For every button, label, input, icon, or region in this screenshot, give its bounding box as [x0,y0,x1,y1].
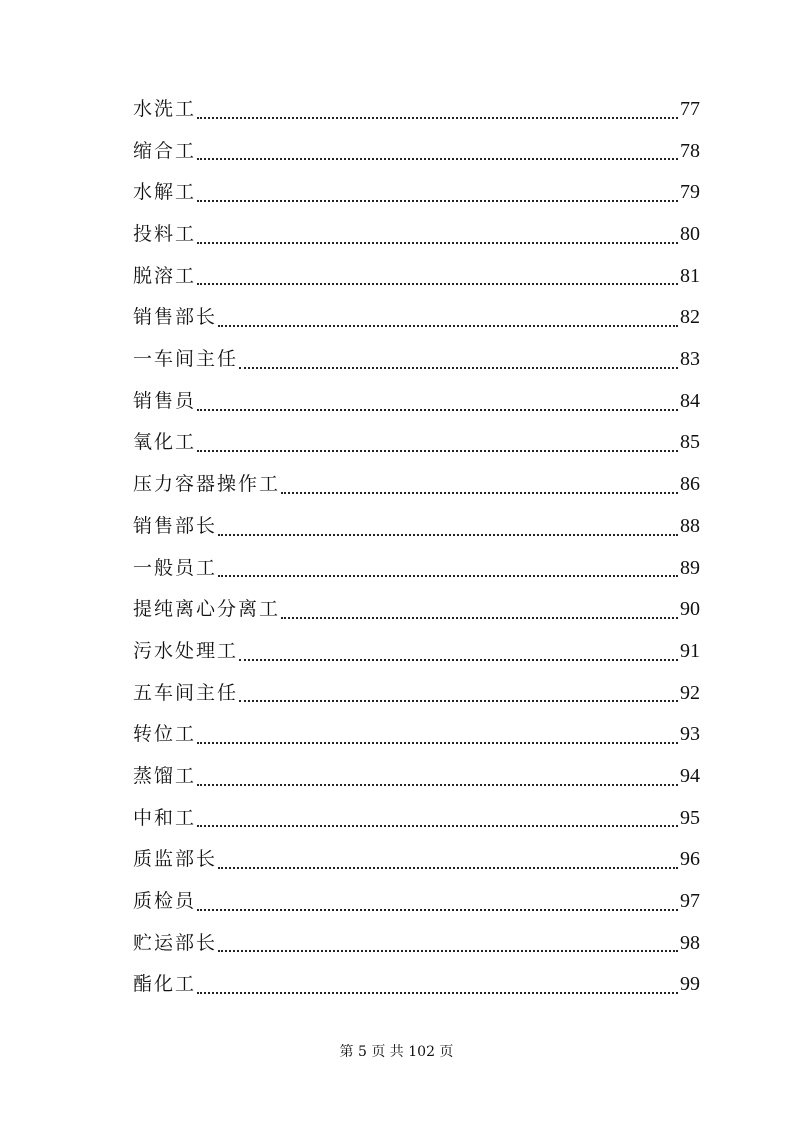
toc-entry[interactable] [133,881,700,923]
toc-entry-title: 销售部长 [133,514,218,537]
toc-entry[interactable] [133,464,700,506]
toc-entry[interactable] [133,297,700,339]
toc-entry-title: 五车间主任 [133,681,239,704]
toc-entry-title: 转位工 [133,723,197,746]
toc-entry-title: 销售员 [133,389,197,412]
toc-entry-title: 提纯离心分离工 [133,598,281,621]
toc-entry[interactable] [133,839,700,881]
toc-entry-title: 酯化工 [133,973,197,996]
dot-leader [239,367,678,369]
toc-entry-page: 79 [680,181,700,204]
dot-leader [281,617,678,619]
dot-leader [218,867,678,869]
toc-entry-title: 投料工 [133,223,197,246]
toc-entry-page: 99 [680,973,700,996]
dot-leader [197,283,678,285]
toc-entry-title: 氧化工 [133,431,197,454]
toc-entry[interactable] [133,381,700,423]
toc-entry-page: 92 [680,681,700,704]
toc-entry-page: 77 [680,97,700,120]
toc-entry-title: 一车间主任 [133,348,239,371]
dot-leader [218,534,678,536]
toc-entry-title: 水洗工 [133,97,197,120]
dot-leader [281,492,678,494]
toc-entry-page: 96 [680,848,700,871]
toc-entry-page: 84 [680,389,700,412]
dot-leader [197,909,678,911]
toc-entry-page: 97 [680,890,700,913]
dot-leader [218,575,678,577]
toc-entry-page: 95 [680,806,700,829]
dot-leader [197,242,678,244]
dot-leader [197,825,678,827]
toc-entry-title: 一般员工 [133,556,218,579]
toc-entry-page: 85 [680,431,700,454]
toc-entry-page: 90 [680,598,700,621]
toc-entry-title: 中和工 [133,806,197,829]
toc-entry[interactable] [133,923,700,965]
dot-leader [197,742,678,744]
dot-leader [197,158,678,160]
dot-leader [197,117,678,119]
dot-leader [239,700,678,702]
toc-entry[interactable] [133,89,700,131]
toc-entry-title: 缩合工 [133,139,197,162]
toc-entry[interactable] [133,506,700,548]
toc-entry[interactable] [133,423,700,465]
toc-entry-page: 78 [680,139,700,162]
toc-entry-title: 水解工 [133,181,197,204]
toc-entry[interactable] [133,714,700,756]
toc-entry-title: 脱溶工 [133,264,197,287]
toc-entry-title: 质监部长 [133,848,218,871]
table-of-contents [133,89,700,1006]
toc-entry[interactable] [133,673,700,715]
dot-leader [197,992,678,994]
toc-entry[interactable] [133,964,700,1006]
toc-entry[interactable] [133,214,700,256]
toc-entry[interactable] [133,131,700,173]
dot-leader [197,784,678,786]
toc-entry-title: 压力容器操作工 [133,473,281,496]
toc-entry-title: 贮运部长 [133,931,218,954]
page-footer: 第 5 页 共 102 页 [339,1044,454,1060]
toc-entry-page: 94 [680,764,700,787]
dot-leader [197,409,678,411]
toc-entry-page: 83 [680,348,700,371]
toc-entry[interactable] [133,172,700,214]
dot-leader [197,450,678,452]
toc-entry-page: 88 [680,514,700,537]
dot-leader [218,950,678,952]
toc-entry-page: 91 [680,639,700,662]
toc-entry-page: 93 [680,723,700,746]
dot-leader [197,200,678,202]
toc-entry-page: 82 [680,306,700,329]
toc-entry-title: 污水处理工 [133,639,239,662]
toc-entry-page: 80 [680,223,700,246]
toc-entry[interactable] [133,339,700,381]
toc-entry[interactable] [133,256,700,298]
toc-entry[interactable] [133,589,700,631]
dot-leader [218,325,678,327]
toc-entry-title: 销售部长 [133,306,218,329]
toc-entry-page: 98 [680,931,700,954]
toc-entry[interactable] [133,631,700,673]
toc-entry-title: 质检员 [133,890,197,913]
toc-entry[interactable] [133,798,700,840]
toc-entry-page: 81 [680,264,700,287]
toc-entry-page: 86 [680,473,700,496]
toc-entry-title: 蒸馏工 [133,764,197,787]
toc-entry-page: 89 [680,556,700,579]
dot-leader [239,659,678,661]
toc-entry[interactable] [133,548,700,590]
toc-entry[interactable] [133,756,700,798]
